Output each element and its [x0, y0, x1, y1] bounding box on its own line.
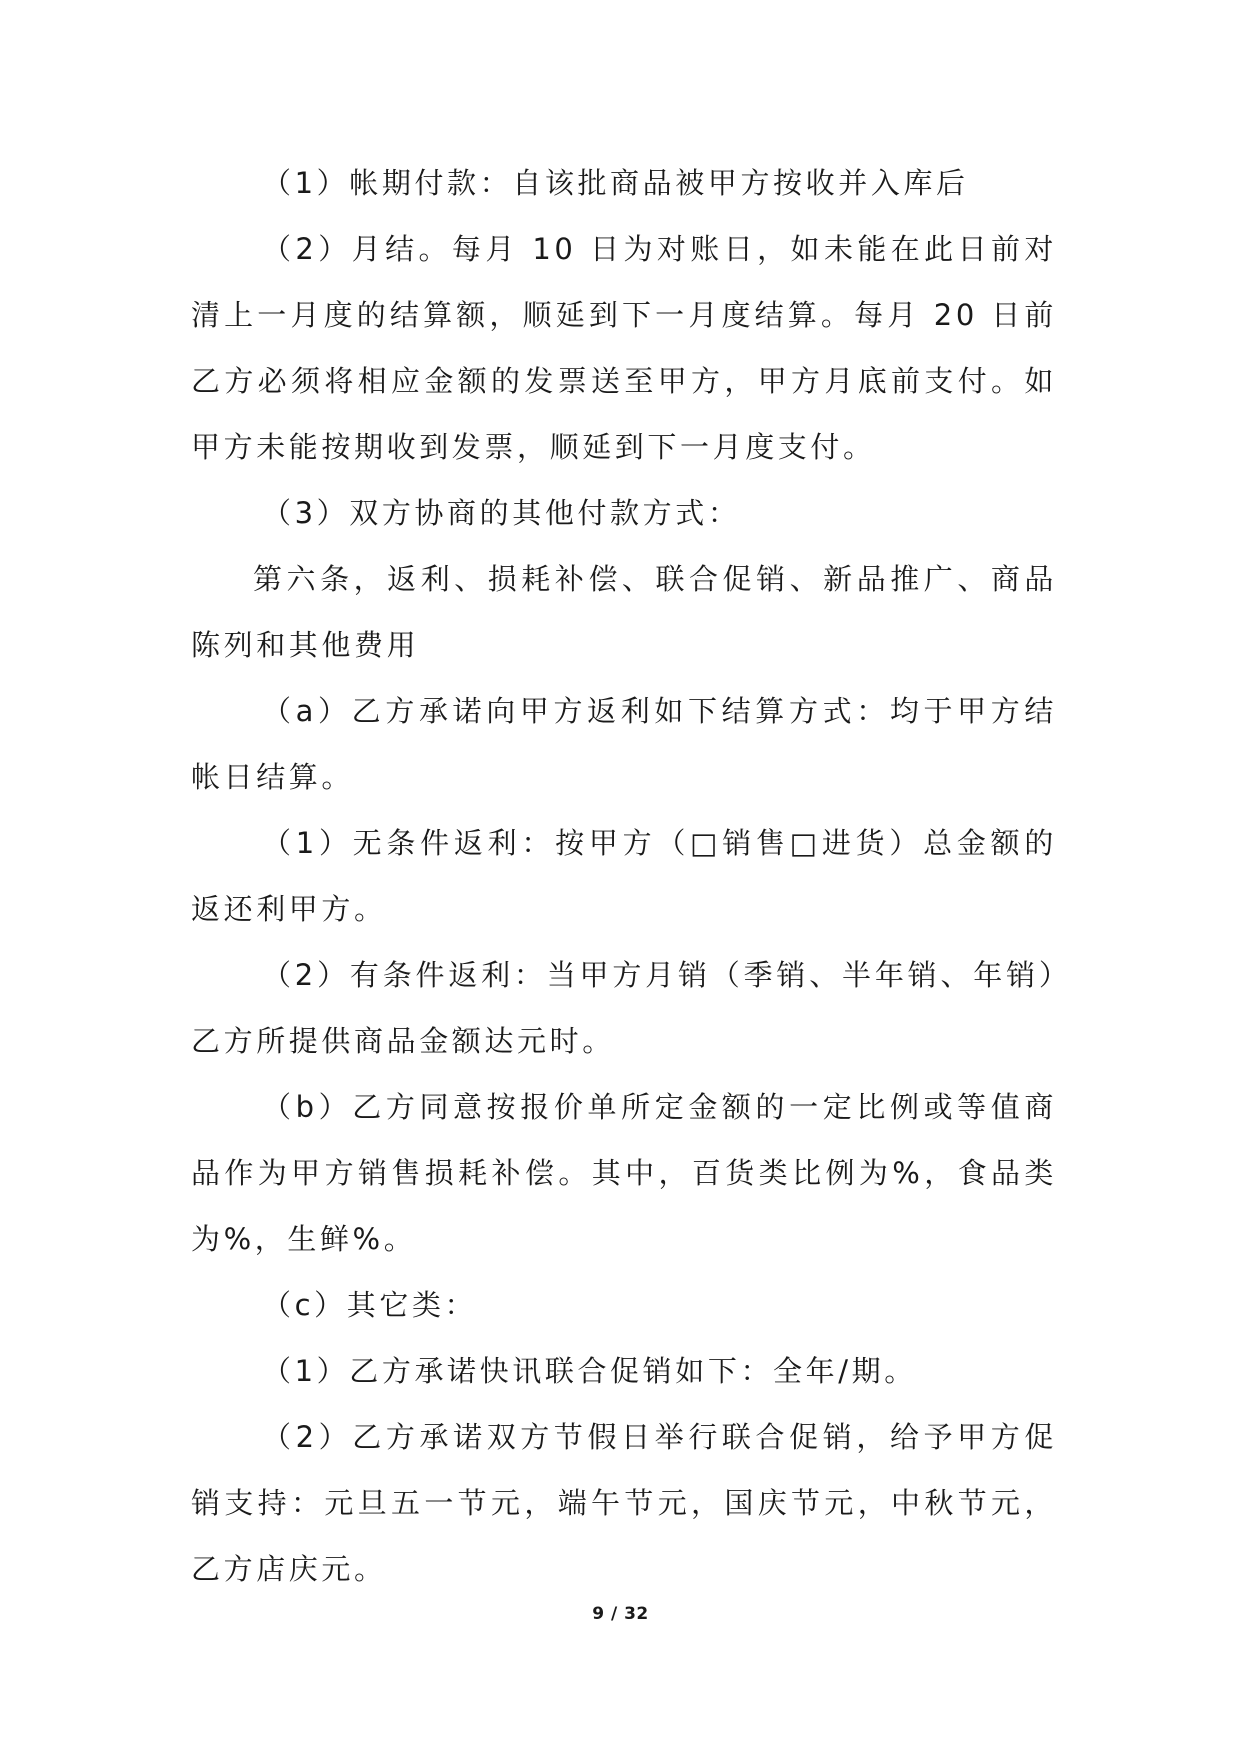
paragraph-payment-term: （1）帐期付款：自该批商品被甲方按收并入库后: [262, 166, 969, 200]
page-number: 9 / 32: [592, 1604, 649, 1624]
paragraph-other-payment: （3）双方协商的其他付款方式：: [262, 496, 741, 530]
paragraph-article-six: 第六条，返利、损耗补偿、联合促销、新品推广、商品陈列和其他费用: [191, 562, 1057, 662]
paragraph-flyer-promotion: （1）乙方承诺快讯联合促销如下：全年/期。: [262, 1354, 917, 1388]
document-body: [191, 150, 1057, 1602]
paragraph-rebate-a: （a）乙方承诺向甲方返利如下结算方式：均于甲方结帐日结算。: [191, 694, 1057, 794]
paragraph-conditional-rebate: （2）有条件返利：当甲方月销（季销、半年销、年销）乙方所提供商品金额达元时。: [191, 958, 1057, 1058]
paragraph-other-c: （c）其它类：: [262, 1288, 478, 1322]
paragraph-unconditional-rebate: （1）无条件返利：按甲方（□销售□进货）总金额的返还利甲方。: [191, 826, 1057, 926]
paragraph-monthly-settlement: （2）月结。每月 10 日为对账日，如未能在此日前对清上一月度的结算额，顺延到下一月度结算。每月 20 日前乙方必须将相应金额的发票送至甲方，甲方月底前支付。如甲方未能按期收到发票，顺延到下一月度支付。: [191, 232, 1057, 464]
paragraph-holiday-promotion: （2）乙方承诺双方节假日举行联合促销，给予甲方促销支持：元旦五一节元，端午节元，国庆节元，中秋节元，乙方店庆元。: [191, 1420, 1057, 1586]
paragraph-loss-compensation-b: （b）乙方同意按报价单所定金额的一定比例或等值商品作为甲方销售损耗补偿。其中，百货类比例为%，食品类为%，生鲜%。: [191, 1090, 1057, 1256]
